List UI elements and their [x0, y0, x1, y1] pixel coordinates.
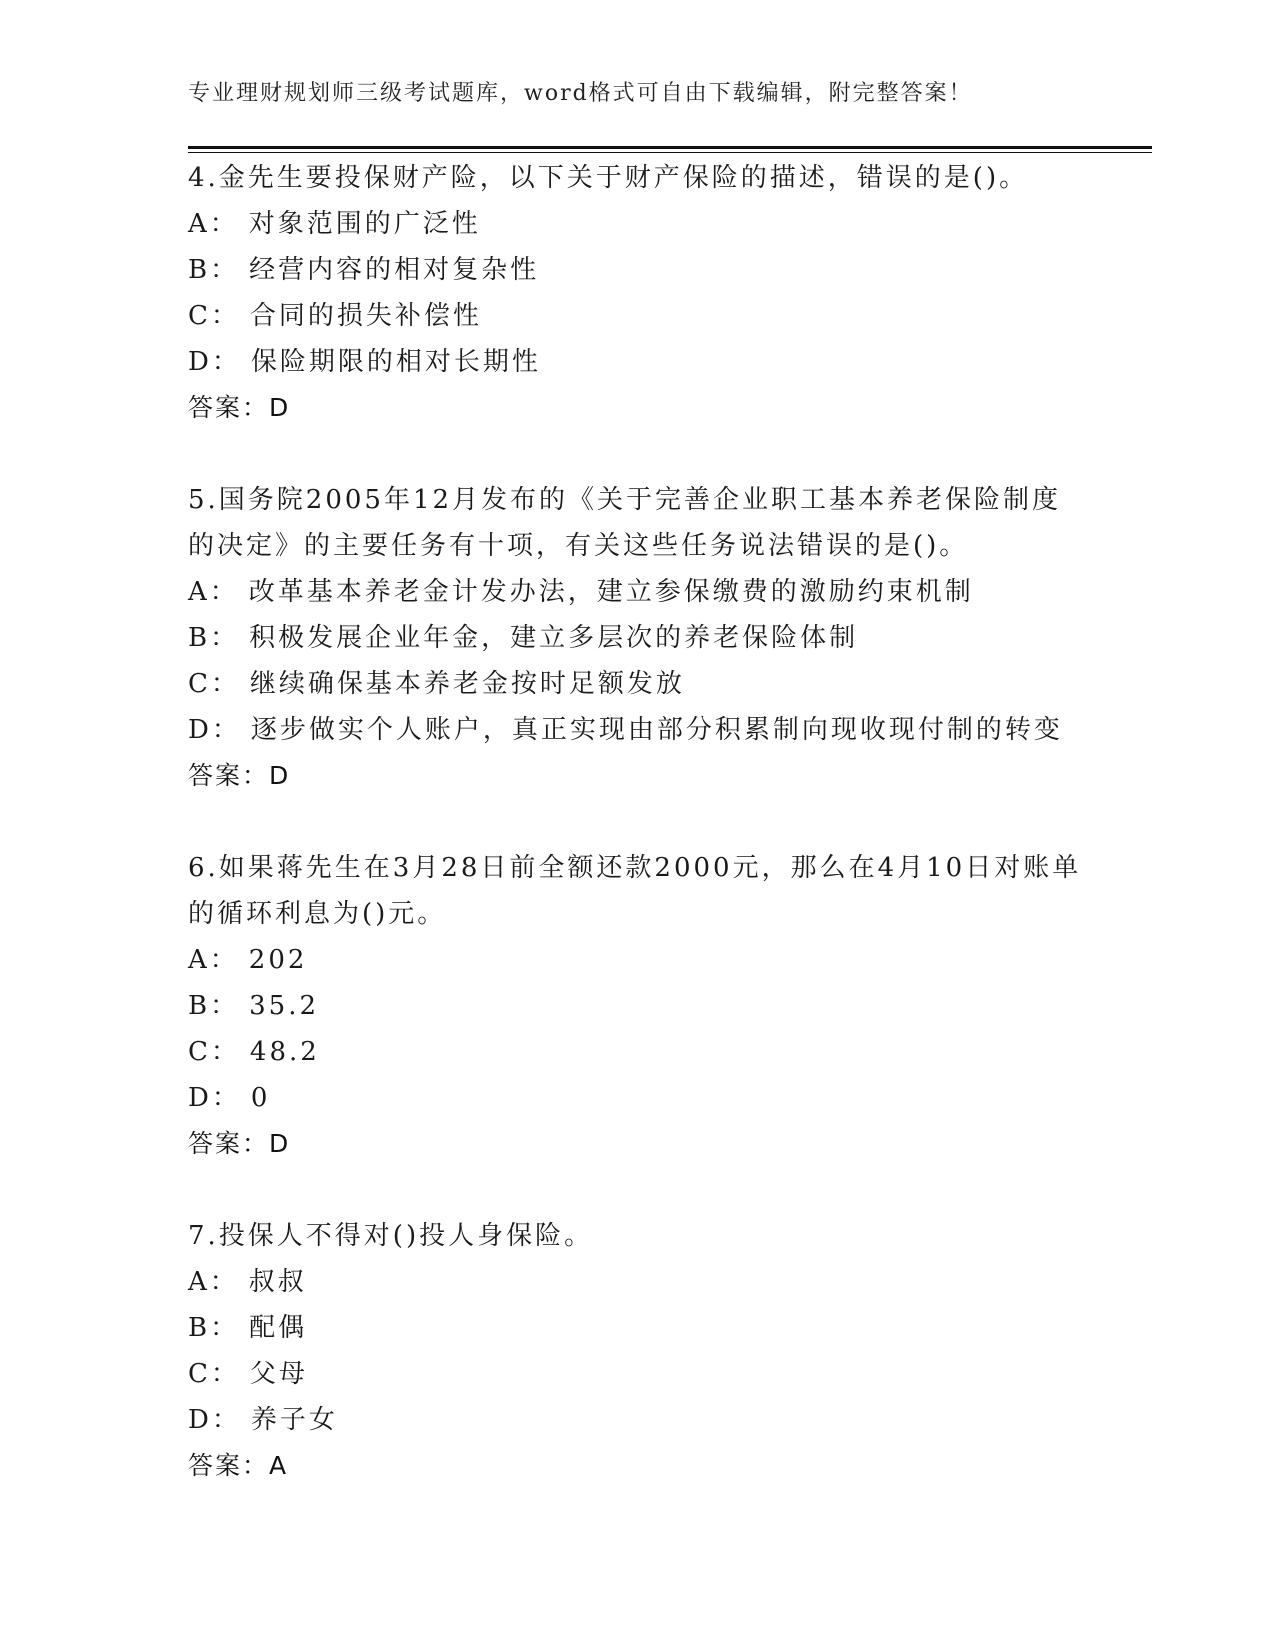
option-d: D： 养子女	[188, 1405, 338, 1435]
option-c: C： 48.2	[188, 1037, 320, 1067]
option-a: A： 202	[188, 945, 308, 975]
option-a: A： 改革基本养老金计发办法，建立参保缴费的激励约束机制	[188, 577, 974, 607]
question-7	[188, 1213, 1088, 1489]
header-rule-thick	[188, 146, 1152, 149]
header-rule-thin	[188, 152, 1152, 153]
option-c: C： 父母	[188, 1359, 308, 1389]
page-header: 专业理财规划师三级考试题库，word格式可自由下载编辑，附完整答案！	[188, 81, 973, 106]
option-c: C： 继续确保基本养老金按时足额发放	[188, 669, 685, 699]
option-a: A： 对象范围的广泛性	[188, 209, 481, 239]
option-d: D： 保险期限的相对长期性	[188, 347, 541, 377]
question-list	[188, 155, 1088, 1535]
question-stem: 5.国务院2005年12月发布的《关于完善企业职工基本养老保险制度的决定》的主要任务有十项，有关这些任务说法错误的是()。	[188, 485, 1062, 561]
option-c: C： 合同的损失补偿性	[188, 301, 482, 331]
option-b: B： 配偶	[188, 1313, 308, 1343]
answer-line: 答案：D	[188, 1129, 291, 1158]
question-4	[188, 155, 1088, 431]
question-stem: 4.金先生要投保财产险，以下关于财产保险的描述，错误的是()。	[188, 163, 1029, 193]
option-b: B： 35.2	[188, 991, 320, 1021]
option-b: B： 经营内容的相对复杂性	[188, 255, 540, 285]
option-a: A： 叔叔	[188, 1267, 307, 1297]
question-stem: 7.投保人不得对()投人身保险。	[188, 1221, 594, 1251]
option-b: B： 积极发展企业年金，建立多层次的养老保险体制	[188, 623, 859, 653]
option-d: D： 逐步做实个人账户，真正实现由部分积累制向现收现付制的转变	[188, 715, 1063, 745]
answer-line: 答案：D	[188, 761, 291, 790]
answer-line: 答案：A	[188, 1451, 289, 1480]
question-stem: 6.如果蒋先生在3月28日前全额还款2000元，那么在4月10日对账单的循环利息为()元。	[188, 853, 1082, 929]
answer-line: 答案：D	[188, 393, 291, 422]
question-5	[188, 477, 1088, 799]
question-6	[188, 845, 1088, 1167]
option-d: D： 0	[188, 1083, 271, 1113]
